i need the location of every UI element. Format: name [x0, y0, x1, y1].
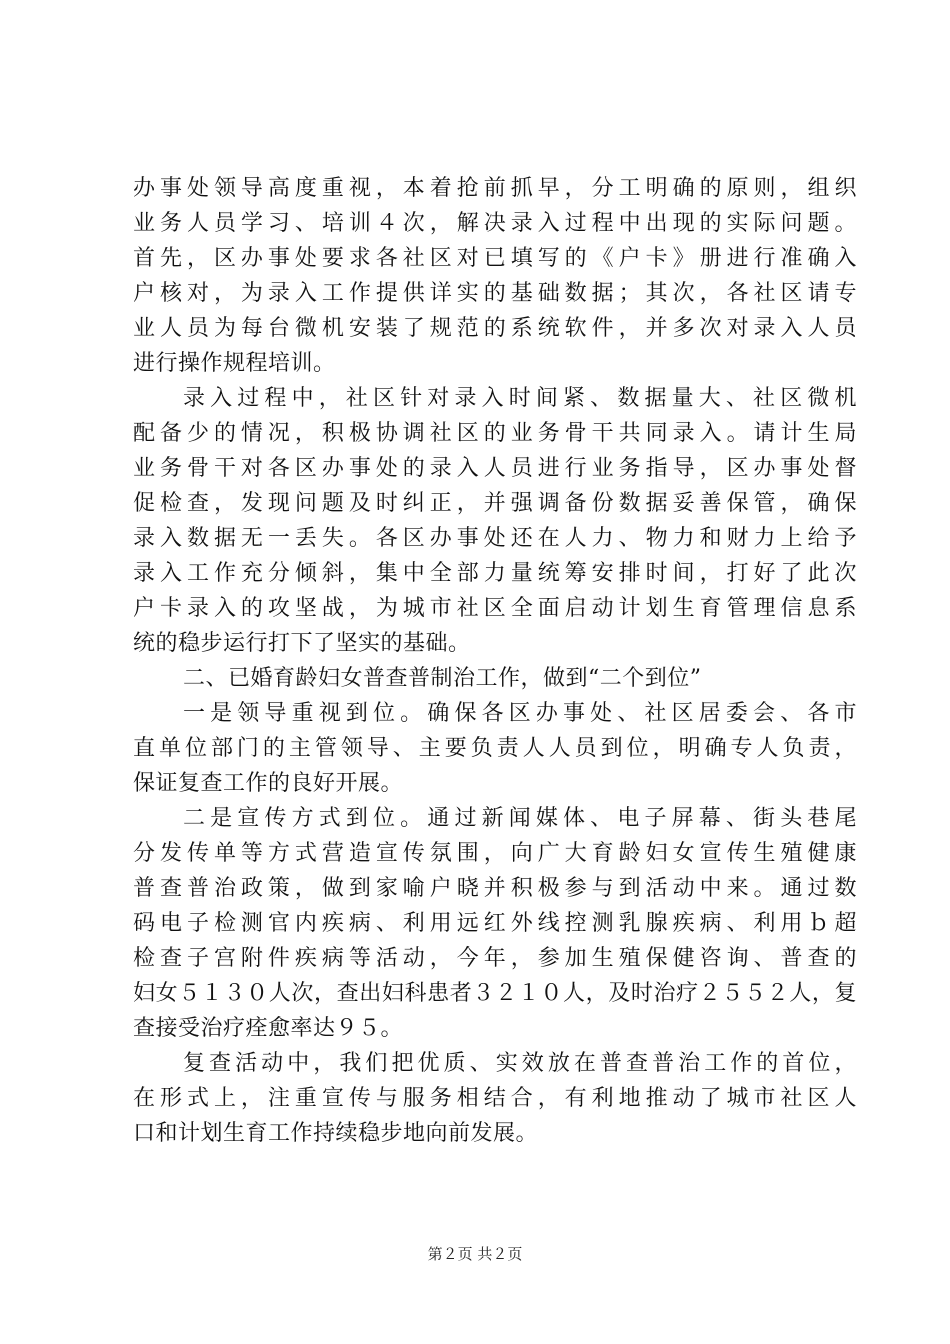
section-heading: 二、已婚育龄妇女普查普制治工作，做到“二个到位”	[183, 666, 702, 691]
text-line: 业务骨干对各区办事处的录入人员进行业务指导，区办事处督	[133, 456, 857, 481]
text-line: 业人员为每台微机安装了规范的系统软件，并多次对录入人员	[133, 316, 857, 341]
document-body	[133, 171, 857, 1151]
text-line: 复查活动中，我们把优质、实效放在普查普治工作的首位，	[183, 1051, 857, 1076]
page-number-footer: 第２页 共２页	[427, 1245, 523, 1263]
text-line: 进行操作规程培训。	[133, 351, 336, 376]
text-line: 码电子检测官内疾病、利用远红外线控测乳腺疾病、利用ｂ超	[133, 911, 857, 936]
text-line: 口和计划生育工作持续稳步地向前发展。	[133, 1121, 539, 1146]
text-line: 一是领导重视到位。确保各区办事处、社区居委会、各市	[183, 701, 857, 726]
text-line: 统的稳步运行打下了坚实的基础。	[133, 631, 471, 656]
text-line: 录入过程中，社区针对录入时间紧、数据量大、社区微机	[183, 386, 857, 411]
text-line: 检查子宫附件疾病等活动，今年，参加生殖保健咨询、普查的	[133, 946, 857, 971]
text-line: 普查普治政策，做到家喻户晓并积极参与到活动中来。通过数	[133, 876, 857, 901]
text-line: 保证复查工作的良好开展。	[133, 771, 404, 796]
text-line: 首先，区办事处要求各社区对已填写的《户卡》册进行准确入	[133, 246, 857, 271]
text-line: 录入数据无一丢失。各区办事处还在人力、物力和财力上给予	[133, 526, 857, 551]
text-line: 户核对，为录入工作提供详实的基础数据；其次，各社区请专	[133, 281, 857, 306]
text-line: 促检查，发现问题及时纠正，并强调备份数据妥善保管，确保	[133, 491, 857, 516]
text-line: 在形式上，注重宣传与服务相结合，有利地推动了城市社区人	[133, 1086, 857, 1111]
text-line: 查接受治疗痊愈率达９５。	[133, 1016, 404, 1041]
text-line: 录入工作充分倾斜，集中全部力量统筹安排时间，打好了此次	[133, 561, 857, 586]
text-line: 配备少的情况，积极协调社区的业务骨干共同录入。请计生局	[133, 421, 857, 446]
text-line: 办事处领导高度重视，本着抢前抓早，分工明确的原则，组织	[133, 176, 857, 201]
text-line: 户卡录入的攻坚战，为城市社区全面启动计划生育管理信息系	[133, 596, 857, 621]
text-line: 业务人员学习、培训４次，解决录入过程中出现的实际问题。	[133, 211, 857, 236]
text-line: 二是宣传方式到位。通过新闻媒体、电子屏幕、街头巷尾	[183, 806, 857, 831]
text-line: 分发传单等方式营造宣传氛围，向广大育龄妇女宣传生殖健康	[133, 841, 857, 866]
text-line: 妇女５１３０人次，查出妇科患者３２１０人，及时治疗２５５２人，复	[133, 981, 857, 1006]
text-line: 直单位部门的主管领导、主要负责人人员到位，明确专人负责，	[133, 736, 857, 761]
